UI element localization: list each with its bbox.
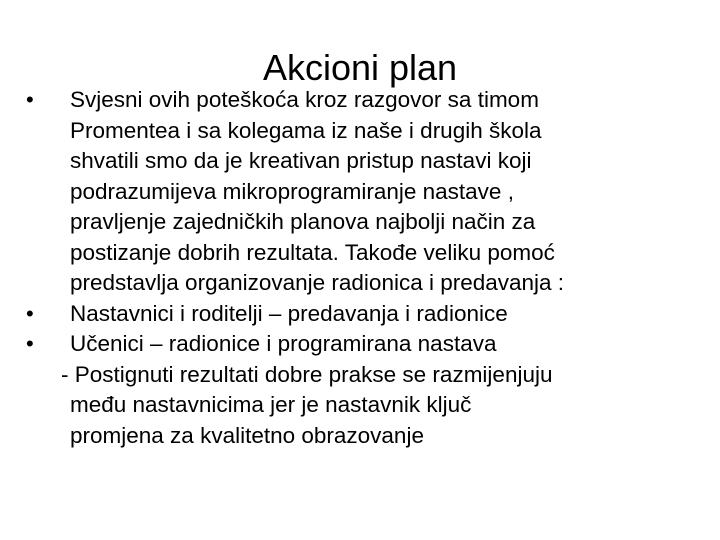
continuation-text <box>26 360 706 452</box>
bullet-text-line: Učenici – radionice i programirana nastava <box>70 331 497 356</box>
bullet-text-line: shvatili smo da je kreativan pristup nastavi koji <box>70 148 532 173</box>
bullet-list <box>26 85 706 451</box>
bullet-icon: • <box>26 87 34 112</box>
bullet-text-line: pravljenje zajedničkih planova najbolji način za <box>70 209 536 234</box>
bullet-item <box>26 329 706 360</box>
continuation-text-line: - Postignuti rezultati dobre prakse se razmijenjuju <box>61 361 553 387</box>
bullet-item <box>26 85 706 299</box>
continuation-text-line: promjena za kvalitetno obrazovanje <box>70 422 424 448</box>
slide-title: Akcioni plan <box>262 47 458 88</box>
bullet-text-line: Nastavnici i roditelji – predavanja i radionice <box>70 300 508 326</box>
bullet-text-line: podrazumijeva mikroprogramiranje nastave , <box>70 178 514 204</box>
bullet-text-line: Promentea i sa kolegama iz naše i drugih škola <box>70 117 542 143</box>
bullet-text-line: Svjesni ovih poteškoća kroz razgovor sa timom <box>70 87 539 112</box>
continuation-text-line: među nastavnicima jer je nastavnik ključ <box>70 392 472 417</box>
bullet-item <box>26 299 706 330</box>
bullet-text-line: predstavlja organizovanje radionica i predavanja : <box>70 270 565 295</box>
bullet-icon: • <box>26 300 34 326</box>
bullet-text-line: postizanje dobrih rezultata. Takođe veliku pomoć <box>70 239 555 265</box>
bullet-icon: • <box>26 331 34 356</box>
